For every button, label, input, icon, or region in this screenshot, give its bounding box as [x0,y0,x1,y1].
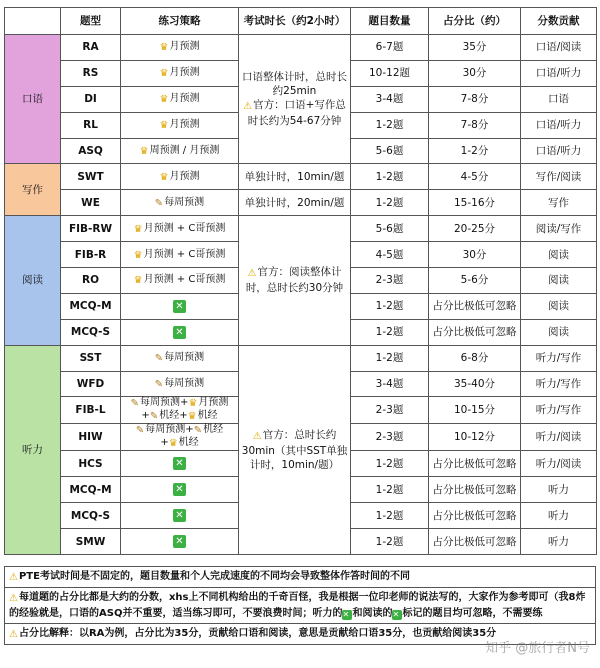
strategy-cell [121,503,239,529]
warning-icon: ⚠ [243,101,253,113]
pencil-icon: ✎ [130,398,140,410]
qtype-cell: SWT [61,164,121,190]
warning-icon: ⚠ [9,629,18,640]
strategy-cell: ♛周预测 / 月预测 [121,138,239,164]
time-note-listening: ⚠官方：总时长约30min（其中SST单独计时，10min/题） [239,345,351,554]
crown-icon: ♛ [133,249,143,261]
pencil-icon: ✎ [193,425,203,437]
header-time: 考试时长（约2小时） [239,8,351,35]
count-cell: 1-2题 [351,529,429,555]
count-cell: 2-3题 [351,424,429,451]
warning-icon: ⚠ [9,572,18,583]
strategy-cell: ✎每周预测 [121,190,239,216]
ratio-cell: 7-8分 [429,112,521,138]
warning-icon: ⚠ [252,430,262,442]
qtype-cell: RL [61,112,121,138]
strategy-cell [121,451,239,477]
ratio-cell: 10-15分 [429,397,521,424]
contrib-cell: 阅读 [521,242,597,268]
contrib-cell: 口语 [521,86,597,112]
note-1: ⚠PTE考试时间是不固定的，题目数量和个人完成速度的不同均会导致整体作答时间的不同 [5,567,596,588]
contrib-cell: 阅读/写作 [521,216,597,242]
watermark: 知乎 @旅行者N号 [485,641,590,656]
count-cell: 1-2题 [351,293,429,319]
crown-icon: ♛ [159,42,169,54]
pencil-icon: ✎ [154,197,164,209]
header-contrib: 分数贡献 [521,8,597,35]
count-cell: 1-2题 [351,345,429,371]
ratio-cell: 7-8分 [429,86,521,112]
contrib-cell: 写作 [521,190,597,216]
crown-icon: ♛ [159,120,169,132]
contrib-cell: 阅读 [521,293,597,319]
ratio-cell: 35-40分 [429,371,521,397]
crown-icon: ♛ [133,275,143,287]
pencil-icon: ✎ [135,425,145,437]
pte-strategy-table [4,7,597,555]
strategy-cell: ♛月预测 [121,86,239,112]
contrib-cell: 听力/阅读 [521,424,597,451]
ratio-cell: 占分比极低可忽略 [429,451,521,477]
qtype-cell: SMW [61,529,121,555]
qtype-cell: HIW [61,424,121,451]
warning-icon: ⚠ [247,268,257,280]
section-speaking: 口语 [5,35,61,164]
qtype-cell: FIB-RW [61,216,121,242]
strategy-cell [121,319,239,345]
header-count: 题目数量 [351,8,429,35]
crown-icon: ♛ [187,411,197,423]
contrib-cell: 阅读 [521,319,597,345]
qtype-cell: MCQ-S [61,503,121,529]
count-cell: 4-5题 [351,242,429,268]
crown-icon: ♛ [139,146,149,157]
ratio-cell: 20-25分 [429,216,521,242]
count-cell: 1-2题 [351,190,429,216]
contrib-cell: 口语/阅读 [521,35,597,61]
time-note-swt: 单独计时，10min/题 [239,164,351,190]
count-cell: 5-6题 [351,216,429,242]
ratio-cell: 30分 [429,242,521,268]
crown-icon: ♛ [188,398,198,410]
crown-icon: ♛ [159,68,169,80]
crown-icon: ♛ [159,171,169,183]
note-row [5,588,596,624]
skip-x-icon: ✕ [173,535,186,548]
contrib-cell: 听力/阅读 [521,451,597,477]
count-cell: 1-2题 [351,112,429,138]
contrib-cell: 听力/写作 [521,397,597,424]
qtype-cell: MCQ-M [61,293,121,319]
qtype-cell: SST [61,345,121,371]
contrib-cell: 听力/写作 [521,371,597,397]
contrib-cell: 写作/阅读 [521,164,597,190]
pencil-icon: ✎ [154,379,164,391]
skip-x-icon: ✕ [173,300,186,313]
count-cell: 6-7题 [351,35,429,61]
skip-x-icon: ✕ [173,326,186,339]
pencil-icon: ✎ [149,411,159,423]
count-cell: 1-2题 [351,451,429,477]
strategy-cell: ♛月预测 [121,60,239,86]
skip-x-icon: ✕ [342,610,352,620]
ratio-cell: 35分 [429,35,521,61]
qtype-cell: RA [61,35,121,61]
pencil-icon: ✎ [154,353,164,365]
note-2: ⚠每道题的占分比都是大约的分数，xhs上不同机构给出的千奇百怪，我是根据一位印老师的说法写的，大家作为参考即可（我8炸的经验就是，口语的ASQ并不重要，适当练习即可，不要浪费时间；听力的✕ 和阅读的✕ 标记的题目均可忽略，不需要练 [5,588,596,624]
strategy-cell: ✎每周预测 [121,345,239,371]
count-cell: 1-2题 [351,477,429,503]
contrib-cell: 听力/写作 [521,345,597,371]
ratio-cell: 6-8分 [429,345,521,371]
strategy-cell: ♛月预测 + C哥预测 [121,216,239,242]
count-cell: 1-2题 [351,503,429,529]
strategy-cell: ♛月预测 + C哥预测 [121,242,239,268]
qtype-cell: DI [61,86,121,112]
contrib-cell: 听力 [521,529,597,555]
skip-x-icon: ✕ [173,509,186,522]
crown-icon: ♛ [159,94,169,106]
table-row [5,345,597,371]
section-writing: 写作 [5,164,61,216]
qtype-cell: RS [61,60,121,86]
strategy-cell: ♛月预测 [121,164,239,190]
table-row [5,216,597,242]
table-row [5,164,597,190]
strategy-cell: ✎每周预测+♛月预测 +✎机经+♛机经 [121,397,239,424]
count-cell: 3-4题 [351,371,429,397]
contrib-cell: 听力 [521,503,597,529]
qtype-cell: MCQ-S [61,319,121,345]
count-cell: 10-12题 [351,60,429,86]
contrib-cell: 听力 [521,477,597,503]
ratio-cell: 1-2分 [429,138,521,164]
header-type: 题型 [61,8,121,35]
time-note-we: 单独计时，20min/题 [239,190,351,216]
note-3: ⚠占分比解释：以RA为例，占分比为35分，贡献给口语和阅读，意思是贡献给口语35分，也贡献给阅读35分 [5,624,596,645]
qtype-cell: WE [61,190,121,216]
strategy-cell [121,477,239,503]
skip-x-icon: ✕ [173,483,186,496]
notes-table [4,566,596,645]
crown-icon: ♛ [168,438,178,450]
ratio-cell: 10-12分 [429,424,521,451]
strategy-cell [121,293,239,319]
strategy-cell [121,529,239,555]
count-cell: 1-2题 [351,164,429,190]
skip-x-icon: ✕ [392,610,402,620]
qtype-cell: WFD [61,371,121,397]
section-reading: 阅读 [5,216,61,345]
header-row [5,8,597,35]
ratio-cell: 占分比极低可忽略 [429,477,521,503]
ratio-cell: 占分比极低可忽略 [429,529,521,555]
qtype-cell: FIB-R [61,242,121,268]
ratio-cell: 4-5分 [429,164,521,190]
ratio-cell: 5-6分 [429,268,521,294]
time-note-reading: ⚠官方：阅读整体计时，总时长约30分钟 [239,216,351,345]
count-cell: 2-3题 [351,268,429,294]
qtype-cell: RO [61,268,121,294]
ratio-cell: 占分比极低可忽略 [429,503,521,529]
note-row [5,567,596,588]
skip-x-icon: ✕ [173,457,186,470]
strategy-cell: ♛月预测 [121,35,239,61]
strategy-cell: ✎每周预测+✎机经 +♛机经 [121,424,239,451]
table-row [5,190,597,216]
crown-icon: ♛ [133,223,143,235]
contrib-cell: 口语/听力 [521,112,597,138]
contrib-cell: 阅读 [521,268,597,294]
contrib-cell: 口语/听力 [521,138,597,164]
ratio-cell: 占分比极低可忽略 [429,319,521,345]
qtype-cell: FIB-L [61,397,121,424]
count-cell: 3-4题 [351,86,429,112]
ratio-cell: 15-16分 [429,190,521,216]
qtype-cell: HCS [61,451,121,477]
section-listening: 听力 [5,345,61,554]
corner-cell [5,8,61,35]
qtype-cell: ASQ [61,138,121,164]
count-cell: 1-2题 [351,319,429,345]
strategy-cell: ♛月预测 + C哥预测 [121,268,239,294]
header-strategy: 练习策略 [121,8,239,35]
contrib-cell: 口语/听力 [521,60,597,86]
ratio-cell: 30分 [429,60,521,86]
count-cell: 5-6题 [351,138,429,164]
ratio-cell: 占分比极低可忽略 [429,293,521,319]
qtype-cell: MCQ-M [61,477,121,503]
time-note-speaking: 口语整体计时，总时长约25min ⚠官方：口语+写作总时长约为54-67分钟 [239,35,351,164]
count-cell: 2-3题 [351,397,429,424]
warning-icon: ⚠ [9,593,18,604]
strategy-cell: ✎每周预测 [121,371,239,397]
table-row [5,35,597,61]
header-ratio: 占分比（约） [429,8,521,35]
strategy-cell: ♛月预测 [121,112,239,138]
